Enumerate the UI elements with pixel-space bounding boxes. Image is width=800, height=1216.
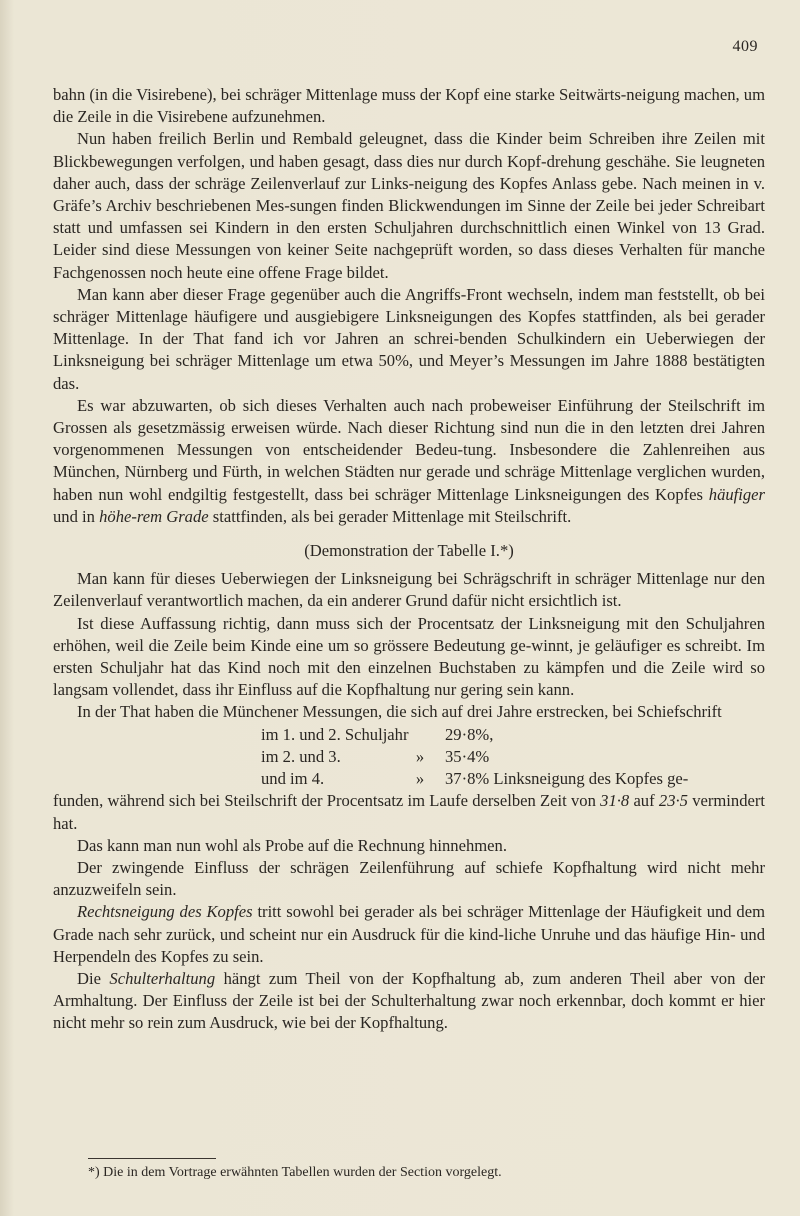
paragraph bbox=[53, 395, 765, 528]
emphasis: Schulterhaltung bbox=[109, 968, 216, 988]
paragraph-text: hängt zum Theil von der Kopfhaltung ab, zum anderen Theil aber von der Armhaltung. Der Einfluss der Zeile ist bei der Schulterhaltung zwar noch erkennbar, doch kommt er hier nicht mehr so rein zum Ausdruck, wie bei der Kopfhaltung. bbox=[53, 968, 766, 1033]
paragraph-text: funden, während sich bei Steilschrift der Procentsatz im Laufe derselben Zeit von bbox=[53, 791, 596, 811]
emphasis: höhe-rem Grade bbox=[99, 506, 209, 526]
measurement-value: 29·8%, bbox=[445, 724, 494, 744]
emphasis: Rechtsneigung des Kopfes bbox=[77, 902, 253, 922]
measurement-value: 35·4% bbox=[445, 746, 490, 766]
measurement-label: und im 4. bbox=[261, 769, 325, 789]
paragraph: bahn (in die Visirebene), bei schräger Mittenlage muss der Kopf eine starke Seitwärts-neigung machen, um die Zeile in die Visirebene aufzunehmen. bbox=[53, 85, 766, 127]
measurement-ditto: » bbox=[415, 769, 425, 789]
emphasis: 31·8 bbox=[600, 791, 630, 811]
paragraph: In der That haben die Münchener Messungen, die sich auf drei Jahre erstrecken, bei Schiefschrift bbox=[77, 702, 722, 722]
paragraph: Das kann man nun wohl als Probe auf die Rechnung hinnehmen. bbox=[77, 835, 507, 855]
measurement-label: im 1. und 2. Schuljahr bbox=[261, 724, 409, 744]
paragraph-text: auf bbox=[633, 791, 655, 811]
paragraph bbox=[53, 901, 765, 968]
paragraph bbox=[53, 968, 765, 1035]
body-text bbox=[53, 84, 765, 1035]
demonstration-note: (Demonstration der Tabelle I.*) bbox=[304, 541, 514, 561]
paragraph bbox=[53, 790, 765, 834]
emphasis: häufiger bbox=[708, 484, 765, 504]
measurement-label: im 2. und 3. bbox=[261, 746, 341, 766]
measurement-row bbox=[53, 768, 765, 790]
measurement-row bbox=[53, 746, 765, 768]
paragraph-text: Es war abzuwarten, ob sich dieses Verhalten auch nach probeweiser Einführung der Steilschrift im Grossen als gesetzmässig erweisen würde. Nach dieser Richtung sind nun die in den letzten drei Jahren vorgenommenen Messungen von entscheidender Bedeu-tung. Insbesondere die Zahlenreihen aus München, Nürnberg und Fürth, in welchen Städten nur gerade und schräge Mittenlage verglichen wurden, haben nun wohl endgiltig festgestellt, dass bei schräger Mittenlage Linksneigungen des Kopfes bbox=[53, 395, 765, 504]
paragraph: Ist diese Auffassung richtig, dann muss sich der Procentsatz der Linksneigung mit den Schuljahren erhöhen, weil die Zeile beim Kinde eine um so grössere Bedeutung ge-winnt, je geläufiger es schreibt. Im ersten Schuljahr hat das Kind noch mit den einzelnen Buchstaben zu kämpfen und die Zeile wird so langsam vollendet, dass ihr Einfluss auf die Kopfhaltung nur gering sein kann. bbox=[53, 613, 765, 700]
paragraph: Man kann für dieses Ueberwiegen der Linksneigung bei Schrägschrift in schräger Mittenlage nur den Zeilenverlauf verantwortlich machen, da ein anderer Grund dafür nicht ersichtlich ist. bbox=[53, 569, 765, 611]
footnote: *) Die in dem Vortrage erwähnten Tabellen wurden der Section vorgelegt. bbox=[88, 1165, 502, 1180]
page-number: 409 bbox=[732, 38, 758, 55]
paragraph-text: tritt sowohl bei gerader als bei schräger Mittenlage der Häufigkeit und dem Grade nach sehr zurück, und scheint nur ein Ausdruck für die kind-liche Unruhe und das häufige Hin- und Herpendeln des Kopfes zu sein. bbox=[53, 902, 766, 966]
paragraph-text: stattfinden, als bei gerader Mittenlage mit Steilschrift. bbox=[212, 506, 572, 526]
paragraph-text: vermindert hat. bbox=[53, 791, 765, 833]
paragraph: Nun haben freilich Berlin und Rembald geleugnet, dass die Kinder beim Schreiben ihre Zeilen mit Blickbewegungen verfolgen, und haben gesagt, dass dies nur durch Kopf-drehung geschähe. Sie leugneten daher auch, dass der schräge Zeilenverlauf zur Links-neigung des Kopfes Anlass gebe. Nach meinen in v. Gräfe’s Archiv beschriebenen Mes-sungen finden Blickwendungen im Sinne der Zeile bei jeder Schreibart statt und umfassen sei Kindern in den ersten Schuljahren durchschnittlich einen Winkel von 13 Grad. Leider sind diese Messungen von keiner Seite nachgeprüft worden, so dass dieses Verhalten für manche Fachgenossen noch heute eine offene Frage bildet. bbox=[53, 129, 765, 282]
emphasis: 23·5 bbox=[658, 791, 688, 811]
paragraph-text: Die bbox=[77, 968, 101, 988]
measurement-row bbox=[53, 724, 765, 746]
footnote-rule bbox=[88, 1158, 216, 1159]
measurement-ditto: » bbox=[415, 746, 425, 766]
paragraph: Der zwingende Einfluss der schrägen Zeilenführung auf schiefe Kopfhaltung wird nicht mehr anzuzweifeln sein. bbox=[53, 857, 765, 900]
paragraph: Man kann aber dieser Frage gegenüber auch die Angriffs-Front wechseln, indem man feststellt, ob bei schräger Mittenlage häufigere und ausgiebigere Linksneigungen des Kopfes stattfinden, als bei gerader Mittenlage. In der That fand ich vor Jahren an schrei-benden Schulkindern ein Ueberwiegen der Linksneigung bei schräger Mittenlage um etwa 50%, und Meyer’s Messungen im Jahre 1888 bestätigten das. bbox=[53, 284, 765, 393]
measurement-value: 37·8% Linksneigung des Kopfes ge- bbox=[445, 769, 689, 789]
paragraph-text: und in bbox=[53, 506, 95, 526]
